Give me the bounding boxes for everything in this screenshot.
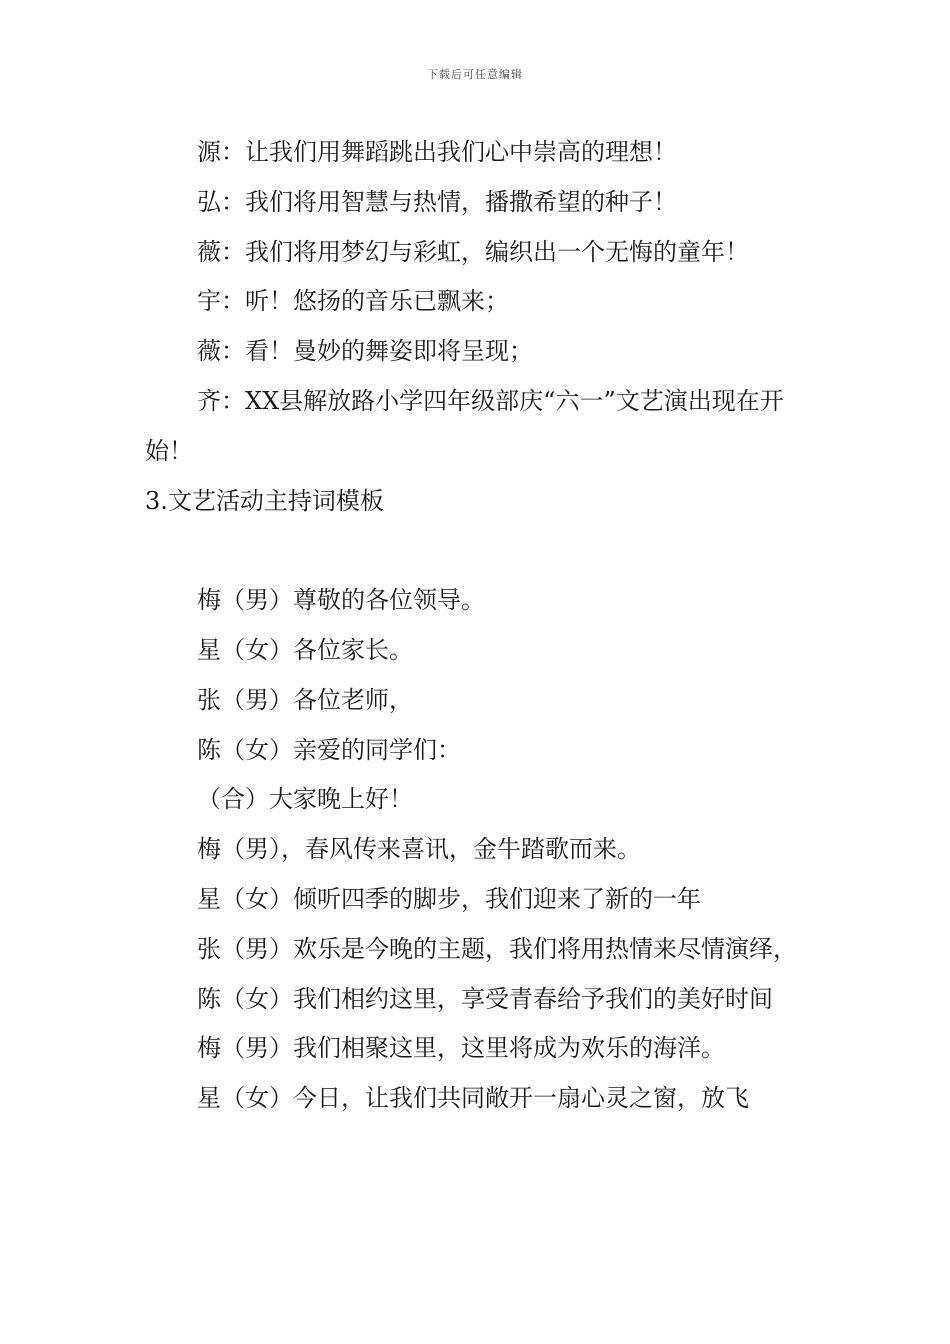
script-line: 星（女）今日，让我们共同敞开一扇心灵之窗，放飞 [197,1084,749,1113]
script-line: 薇：我们将用梦幻与彩虹，编织出一个无悔的童年！ [197,237,749,266]
section-heading: 3.文艺活动主持词模板 [145,486,384,515]
document-body [145,128,809,1124]
script-line: 薇：看！曼妙的舞姿即将呈现； [197,337,533,366]
blank-line [145,526,809,576]
script-line: 张（男）各位老师， [197,685,413,714]
script-line: 星（女）各位家长。 [197,635,413,664]
script-line: 梅（男）我们相聚这里，这里将成为欢乐的海洋。 [197,1034,725,1063]
script-line: 梅（男），春风传来喜讯，金牛踏歌而来。 [197,835,641,864]
page-header-note: 下载后可任意编辑 [427,68,523,81]
script-line: 陈（女）亲爱的同学们： [197,735,461,764]
script-line: 齐：XX县解放路小学四年级部庆“六一”文艺演出现在开始！ [145,386,784,465]
script-line: （合）大家晚上好！ [197,785,413,814]
script-line: 源：让我们用舞蹈跳出我们心中崇高的理想！ [197,138,677,166]
script-line: 宇：听！悠扬的音乐已飘来； [197,287,509,316]
script-line: 陈（女）我们相约这里，享受青春给予我们的美好时间 [197,984,773,1013]
script-line: 弘：我们将用智慧与热情，播撒希望的种子！ [197,187,677,216]
script-line: 梅（男）尊敬的各位领导。 [197,586,485,615]
script-line: 星（女）倾听四季的脚步，我们迎来了新的一年 [197,884,701,913]
script-line: 张（男）欢乐是今晚的主题，我们将用热情来尽情演绎， [197,934,797,963]
